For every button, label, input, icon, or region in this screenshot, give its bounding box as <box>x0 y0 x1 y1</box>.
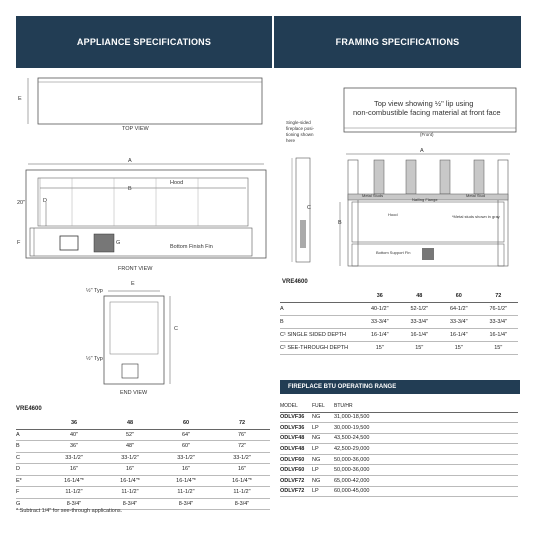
table-cell: G <box>16 498 46 510</box>
table-cell: ODLVF48 <box>280 444 312 455</box>
dim-g-front: G <box>116 240 121 246</box>
table-row <box>280 454 518 465</box>
framing-top-note-2: non-combustible facing material at front face <box>353 108 501 117</box>
table-cell: ODLVF72 <box>280 486 312 497</box>
btu-col-model: MODEL <box>280 400 312 412</box>
table-cell: 33-1/2" <box>158 452 214 464</box>
framing-col-36: 36 <box>360 290 400 302</box>
table-cell: 8-3/4" <box>102 498 158 510</box>
table-cell: 33-3/4" <box>360 315 400 328</box>
table-row <box>16 464 270 476</box>
table-cell: 33-3/4" <box>479 315 519 328</box>
table-cell: 16-1/4"* <box>158 475 214 487</box>
table-cell: 8-3/4" <box>46 498 102 510</box>
table-row <box>280 341 518 354</box>
table-cell: ODLVF36 <box>280 412 312 423</box>
table-cell: LP <box>312 444 334 455</box>
table-cell: 11-1/2" <box>158 487 214 499</box>
nailing-flange-label: Nailing Flange <box>412 197 438 202</box>
table-cell: 64-1/2" <box>439 302 479 315</box>
appliance-table-title: VRE4600 <box>16 406 42 412</box>
metal-stud-label: Metal Stud <box>466 193 486 198</box>
table-cell: 15" <box>439 341 479 354</box>
table-row <box>16 441 270 453</box>
dim-c-end: C <box>174 326 178 332</box>
framing-col-60: 60 <box>439 290 479 302</box>
framing-hood-label: Hood <box>388 212 398 217</box>
front-view-label: FRONT VIEW <box>118 266 153 272</box>
btu-range-table <box>280 400 518 497</box>
metal-studs-gray-note: *Metal studs shown in gray <box>452 214 500 219</box>
table-cell: 52" <box>102 429 158 441</box>
dim-d-front: D <box>43 198 47 204</box>
framing-specifications-header: FRAMING SPECIFICATIONS <box>274 16 521 68</box>
table-cell: 16" <box>158 464 214 476</box>
table-cell: E* <box>16 475 46 487</box>
table-cell: 16-1/4"* <box>102 475 158 487</box>
table-cell: D <box>16 464 46 476</box>
table-row <box>16 452 270 464</box>
table-cell: LP <box>312 486 334 497</box>
table-cell: A <box>280 302 360 315</box>
dim-b-front: B <box>128 186 132 192</box>
table-cell: LP <box>312 465 334 476</box>
single-sided-3: tioning shown <box>286 132 314 137</box>
table-cell: NG <box>312 412 334 423</box>
dim-e-end: E <box>131 281 135 287</box>
table-cell: ODLVF48 <box>280 433 312 444</box>
single-sided-2: fireplace posi- <box>286 126 315 131</box>
table-cell: 40-1/2" <box>360 302 400 315</box>
table-cell: 33-1/2" <box>46 452 102 464</box>
table-cell: 16-1/4" <box>479 328 519 341</box>
btu-col-btuhr: BTU/HR <box>334 400 518 412</box>
table-cell: 16" <box>102 464 158 476</box>
end-view-label: END VIEW <box>120 390 148 396</box>
framing-front-view-drawing <box>336 148 518 270</box>
table-row <box>280 315 518 328</box>
table-row <box>16 487 270 499</box>
framing-top-note-1: Top view showing ½" lip using <box>374 99 474 108</box>
table-row <box>280 476 518 487</box>
table-cell: 40" <box>46 429 102 441</box>
table-cell: 30,000-19,500 <box>334 423 518 434</box>
table-cell: 33-1/2" <box>214 452 270 464</box>
dim-e-top: E <box>18 96 22 102</box>
table-cell: 48" <box>102 441 158 453</box>
table-cell: 11-1/2" <box>102 487 158 499</box>
table-cell: 11-1/2" <box>46 487 102 499</box>
table-cell: 50,000-36,000 <box>334 454 518 465</box>
table-cell: 72" <box>214 441 270 453</box>
appliance-spec-table <box>16 418 270 510</box>
table-row <box>280 486 518 497</box>
table-cell: 15" <box>400 341 440 354</box>
table-cell: 16-1/4" <box>400 328 440 341</box>
table-cell: 16-1/4" <box>360 328 400 341</box>
appliance-footnote: * Subtract 1/4" for see-through applications. <box>16 508 123 514</box>
metal-studs-label: Metal Studs <box>362 193 384 198</box>
table-cell: NG <box>312 433 334 444</box>
table-row <box>280 302 518 315</box>
table-row <box>280 444 518 455</box>
btu-range-header: FIREPLACE BTU OPERATING RANGE <box>280 380 520 394</box>
framing-side-view-drawing <box>280 150 320 270</box>
table-cell: B <box>16 441 46 453</box>
table-cell: B <box>280 315 360 328</box>
appliance-end-view-drawing <box>90 280 190 390</box>
table-row <box>280 412 518 423</box>
table-cell: 11-1/2" <box>214 487 270 499</box>
front-label: (Front) <box>420 132 434 137</box>
hood-label: Hood <box>170 180 184 186</box>
top-view-label: TOP VIEW <box>122 126 149 132</box>
appliance-col-36: 36 <box>46 418 102 429</box>
table-row <box>280 328 518 341</box>
table-cell: ODLVF60 <box>280 465 312 476</box>
table-cell: 50,000-36,000 <box>334 465 518 476</box>
table-cell: 33-1/2" <box>102 452 158 464</box>
btu-col-fuel: FUEL <box>312 400 334 412</box>
half-typ-bottom-label: ½" Typ <box>86 356 103 362</box>
table-cell: 8-3/4" <box>158 498 214 510</box>
table-cell: C <box>16 452 46 464</box>
table-cell: 36" <box>46 441 102 453</box>
table-cell: 60" <box>158 441 214 453</box>
table-cell: 16" <box>214 464 270 476</box>
table-row <box>16 429 270 441</box>
single-sided-4: here <box>286 138 296 143</box>
table-cell: 15" <box>360 341 400 354</box>
table-cell: C¹ SINGLE SIDED DEPTH <box>280 328 360 341</box>
table-row <box>280 433 518 444</box>
table-cell: NG <box>312 476 334 487</box>
table-row <box>280 465 518 476</box>
table-cell: F <box>16 487 46 499</box>
table-cell: 43,500-24,500 <box>334 433 518 444</box>
table-cell: 8-3/4" <box>214 498 270 510</box>
table-cell: 33-3/4" <box>400 315 440 328</box>
framing-col-72: 72 <box>479 290 519 302</box>
appliance-front-view-drawing <box>16 150 272 265</box>
table-cell: 65,000-42,000 <box>334 476 518 487</box>
table-cell: 16-1/4"* <box>46 475 102 487</box>
table-cell: 16-1/4"* <box>214 475 270 487</box>
table-cell: 60,000-45,000 <box>334 486 518 497</box>
dim-f-front: F <box>17 240 21 246</box>
table-cell: 33-3/4" <box>439 315 479 328</box>
bottom-finish-fin-label: Bottom Finish Fin <box>170 244 213 250</box>
table-cell: 76-1/2" <box>479 302 519 315</box>
appliance-col-72: 72 <box>214 418 270 429</box>
table-cell: 15" <box>479 341 519 354</box>
table-cell: 64" <box>158 429 214 441</box>
bottom-support-fin-label: Bottom Support Fin <box>376 250 411 255</box>
table-row <box>16 475 270 487</box>
table-cell: 76" <box>214 429 270 441</box>
appliance-col-0 <box>16 418 46 429</box>
appliance-col-60: 60 <box>158 418 214 429</box>
dim-a-framing: A <box>420 148 424 154</box>
table-cell: LP <box>312 423 334 434</box>
appliance-col-48: 48 <box>102 418 158 429</box>
table-cell: C¹ SEE-THROUGH DEPTH <box>280 341 360 354</box>
table-cell: A <box>16 429 46 441</box>
table-cell: 42,500-29,000 <box>334 444 518 455</box>
framing-col-0 <box>280 290 360 302</box>
dim-b-framing: B <box>338 220 342 226</box>
table-cell: 16" <box>46 464 102 476</box>
table-row <box>280 423 518 434</box>
appliance-specifications-header: APPLIANCE SPECIFICATIONS <box>16 16 272 68</box>
table-cell: ODLVF36 <box>280 423 312 434</box>
table-cell: 31,000-18,500 <box>334 412 518 423</box>
half-typ-top-label: ½" Typ <box>86 288 103 294</box>
framing-spec-table <box>280 290 518 355</box>
table-cell: ODLVF72 <box>280 476 312 487</box>
dim-20-front: 20" <box>17 200 26 206</box>
framing-table-title: VRE4600 <box>282 279 308 285</box>
table-cell: NG <box>312 454 334 465</box>
framing-col-48: 48 <box>400 290 440 302</box>
single-sided-1: Single-sided <box>286 120 311 125</box>
table-cell: ODLVF60 <box>280 454 312 465</box>
table-cell: 52-1/2" <box>400 302 440 315</box>
table-cell: 16-1/4" <box>439 328 479 341</box>
dim-a-front: A <box>128 158 132 164</box>
dim-c-framing: C <box>307 205 311 211</box>
